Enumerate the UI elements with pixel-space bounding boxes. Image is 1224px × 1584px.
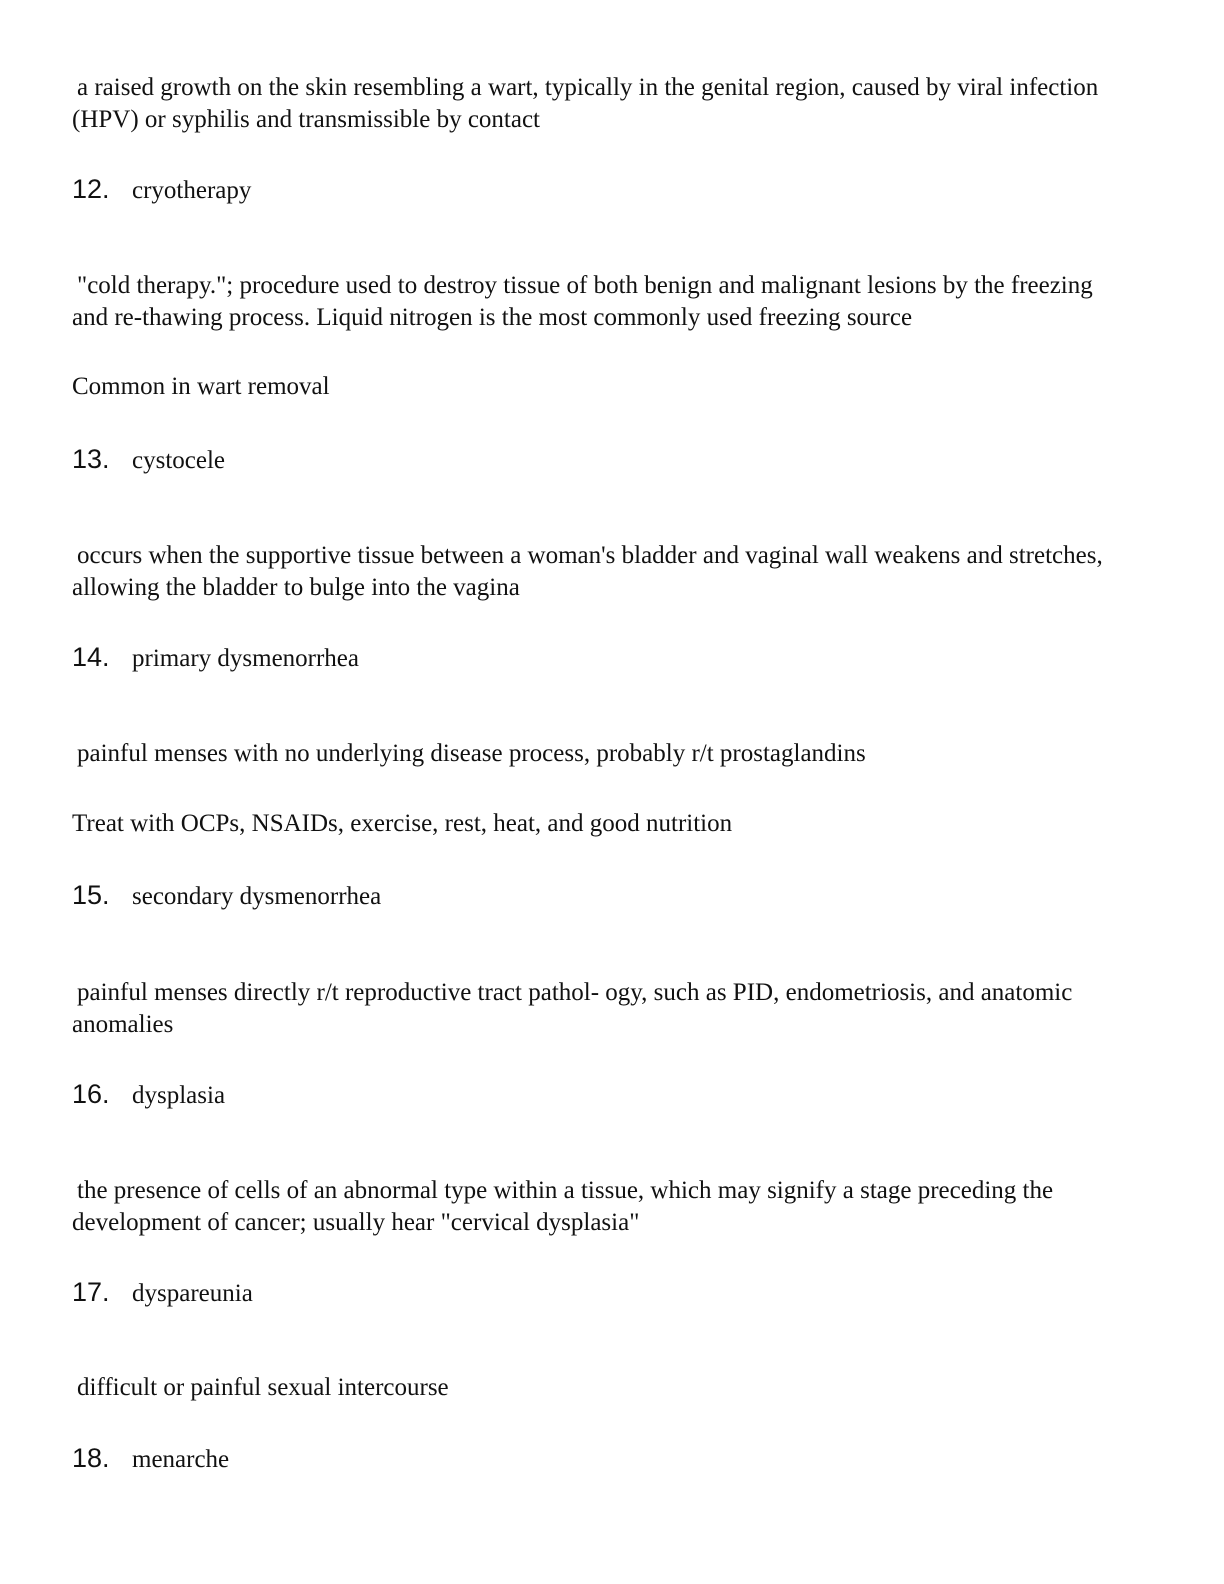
term-heading-cryotherapy <box>72 174 1132 205</box>
definition-text: the presence of cells of an abnormal type within a tissue, which may signify a stage preceding the development of cancer; usually hear "cervical dysplasia" <box>72 1177 1054 1236</box>
term-number: 18. <box>72 1443 110 1473</box>
term-heading-dysplasia <box>72 1079 1132 1110</box>
term-heading-menarche <box>72 1443 1132 1474</box>
term-title: dysplasia <box>132 1082 226 1109</box>
term-heading-primary-dysmenorrhea <box>72 642 1132 673</box>
definition-text: "cold therapy."; procedure used to destroy tissue of both benign and malignant lesions by the freezing and re-thawing process. Liquid nitrogen is the most commonly used freezing source <box>72 272 1093 331</box>
definition-text: difficult or painful sexual intercourse <box>77 1374 449 1401</box>
term-number: 17. <box>72 1277 110 1307</box>
term-heading-secondary-dysmenorrhea <box>72 880 1132 911</box>
term-number: 14. <box>72 642 110 672</box>
term-number: 13. <box>72 444 110 474</box>
term-number: 15. <box>72 880 110 910</box>
definition-note: Common in wart removal <box>72 373 330 400</box>
definition-text: occurs when the supportive tissue between a woman's bladder and vaginal wall weakens and stretches, allowing the bladder to bulge into the vagina <box>72 542 1103 601</box>
definition-text: a raised growth on the skin resembling a wart, typically in the genital region, caused by viral infection (HPV) or syphilis and transmissible by contact <box>72 74 1099 133</box>
definition-text: painful menses directly r/t reproductive tract pathol- ogy, such as PID, endometriosis, and anatomic anomalies <box>72 979 1073 1038</box>
definition-note: Treat with OCPs, NSAIDs, exercise, rest, heat, and good nutrition <box>72 810 733 837</box>
term-title: cryotherapy <box>132 177 252 204</box>
term-heading-dyspareunia <box>72 1277 1132 1308</box>
definition-text: painful menses with no underlying disease process, probably r/t prostaglandins <box>77 740 866 767</box>
term-number: 16. <box>72 1079 110 1109</box>
term-title: secondary dysmenorrhea <box>132 883 382 910</box>
term-number: 12. <box>72 174 110 204</box>
term-heading-cystocele <box>72 444 1132 475</box>
term-title: primary dysmenorrhea <box>132 645 360 672</box>
term-title: dyspareunia <box>132 1280 253 1307</box>
term-title: cystocele <box>132 447 226 474</box>
term-title: menarche <box>132 1446 230 1473</box>
